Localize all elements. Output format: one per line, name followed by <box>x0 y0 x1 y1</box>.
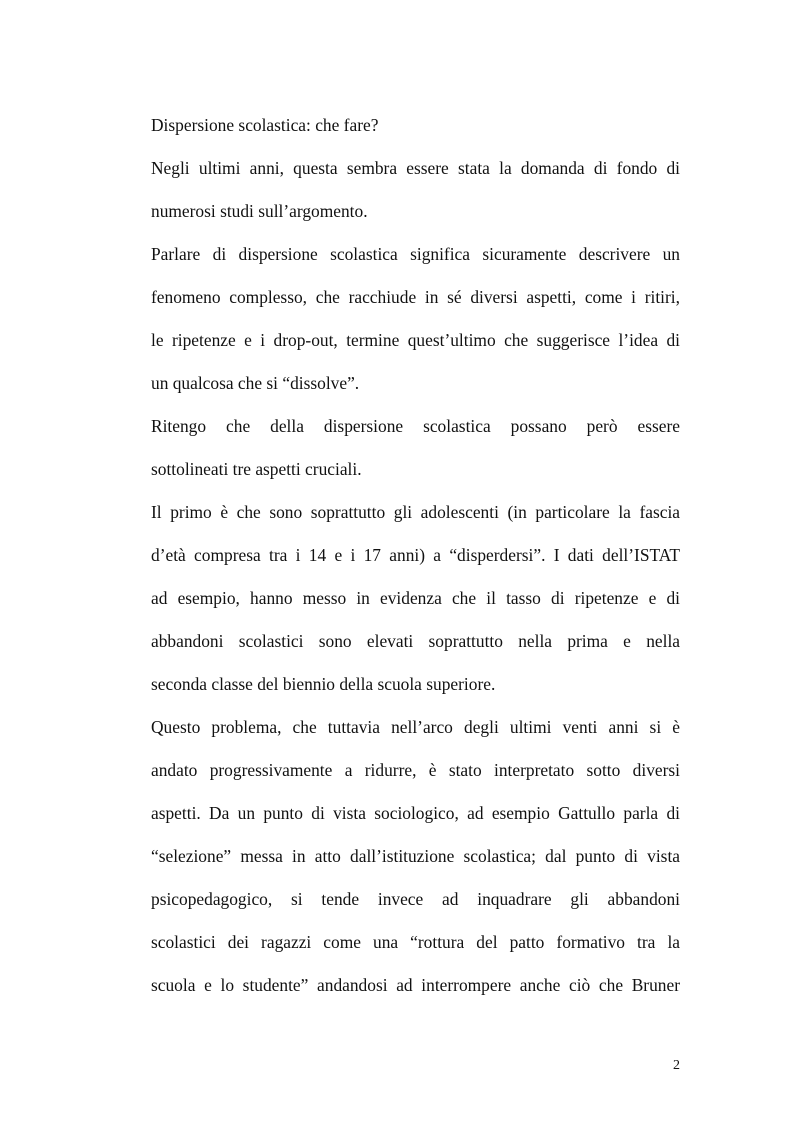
text-line: abbandoni scolastici sono elevati soprattutto nella prima e nella <box>151 631 680 651</box>
text-line: d’età compresa tra i 14 e i 17 anni) a “disperdersi”. I dati dell’ISTAT <box>151 545 680 565</box>
text-line: scolastici dei ragazzi come una “rottura del patto formativo tra la <box>151 932 680 952</box>
text-line: sottolineati tre aspetti cruciali. <box>151 459 362 479</box>
body-text <box>151 112 680 1015</box>
text-line: psicopedagogico, si tende invece ad inquadrare gli abbandoni <box>151 889 680 909</box>
text-line: Il primo è che sono soprattutto gli adolescenti (in particolare la fascia <box>151 502 680 522</box>
text-line: Negli ultimi anni, questa sembra essere stata la domanda di fondo di <box>151 158 680 178</box>
section-title: Dispersione scolastica: che fare? <box>151 115 379 135</box>
text-line: numerosi studi sull’argomento. <box>151 201 368 221</box>
text-line: andato progressivamente a ridurre, è stato interpretato sotto diversi <box>151 760 680 780</box>
text-line: scuola e lo studente” andandosi ad interrompere anche ciò che Bruner <box>151 975 680 995</box>
text-line: “selezione” messa in atto dall’istituzione scolastica; dal punto di vista <box>151 846 680 866</box>
text-line: un qualcosa che si “dissolve”. <box>151 373 360 393</box>
text-line: le ripetenze e i drop-out, termine quest’ultimo che suggerisce l’idea di <box>151 330 680 350</box>
text-line: Parlare di dispersione scolastica significa sicuramente descrivere un <box>151 244 680 264</box>
text-line: Questo problema, che tuttavia nell’arco degli ultimi venti anni si è <box>151 717 680 737</box>
text-line: seconda classe del biennio della scuola superiore. <box>151 674 496 694</box>
text-line: fenomeno complesso, che racchiude in sé diversi aspetti, come i ritiri, <box>151 287 680 307</box>
text-line: ad esempio, hanno messo in evidenza che il tasso di ripetenze e di <box>151 588 680 608</box>
text-line: aspetti. Da un punto di vista sociologico, ad esempio Gattullo parla di <box>151 803 680 823</box>
page-number: 2 <box>673 1058 680 1073</box>
text-line: Ritengo che della dispersione scolastica possano però essere <box>151 416 680 436</box>
